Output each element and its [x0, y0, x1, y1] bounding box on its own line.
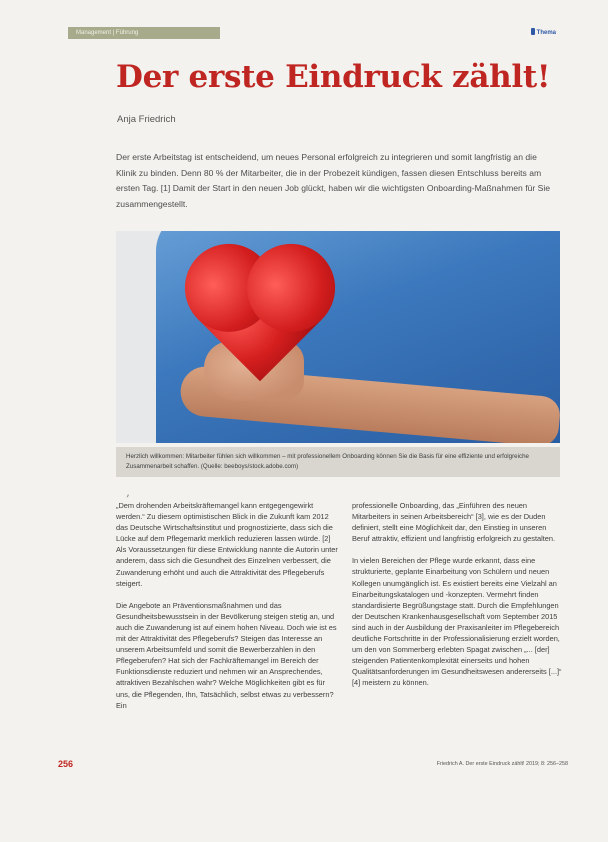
- page-footer: [58, 759, 568, 771]
- body-paragraph: In vielen Bereichen der Pflege wurde erkannt, dass eine strukturierte, geplante Einarbeitung von Schülern und neuen Kollegen unumgänglich ist. Es existiert bereits eine Vielzahl an Einarbeitungskatalogen und -konzepten. Vermehrt finden standardisierte Begrüßungstage statt. Durch die Empfehlungen der Deutschen Krankenhausgesellschaft vom September 2015 sind auch in der Ausbildung der Praxisanleiter im Pflegebereich deutliche Fortschritte in der Professionalisierung erzielt worden, um den von Sommerberg erlebten Spagat zwischen „... [der] steigenden Patientenkomplexität einerseits und hohen Qualitätsanforderungen im Gesundheitswesen andererseits [...]“ [4] meistern zu können.: [352, 556, 562, 688]
- body-paragraph: „Dem drohenden Arbeitskräftemangel kann entgegengewirkt werden.“ Zu diesem optimistischen Blick in die Zukunft kam 2012 das Deutsche Wirtschaftsinstitut und prognostizierte, dass sich die Lücke auf dem Pflegemarkt merklich reduzieren lassen würde. [2] Als Voraussetzungen für diese Entwicklung nannte die Autorin unter anderem, dass sich die Gesundheit des Einzelnen verbessert, die Zuwanderung erhöht und auch die Attraktivität des Pflegeberufs steigert.: [116, 501, 338, 588]
- header-bar: [68, 27, 556, 39]
- article-title: Der erste Eindruck zählt!: [116, 59, 551, 95]
- article-lead: Der erste Arbeitstag ist entscheidend, um neues Personal erfolgreich zu integrieren und somit langfristig an die Klinik zu binden. Denn 80 % der Mitarbeiter, die in der Probezeit kündigen, fassen diesen Entschluss bereits am ersten Tag. [1] Damit der Start in den neuen Job glückt, haben wir die wichtigsten Onboarding-Maßnahmen für Sie zusammengestellt.: [116, 152, 551, 209]
- topic-marker-icon: [531, 28, 535, 35]
- article-author: Anja Friedrich: [117, 114, 176, 125]
- body-paragraph: Die Angebote an Präventionsmaßnahmen und das Gesundheitsbewusstsein in der Bevölkerung steigen stetig an, und auch die Zuwanderung ist auf einem hohen Niveau. Doch wie ist es mit der Attraktivität des Pflegeberufs? Steigen das Interesse an unserem Arbeitsumfeld und somit die Bewerberzahlen in den Pflegeberufen? Hat sich der Fachkräftemangel im Bereich der Funktionsdienste reduziert und nehmen wir an Ansprechendes, attraktiven Bezahlschen wahr? Welche Möglichkeiten gibt es für uns, die Pflegenden, Ihn, Tatsächlich, selbst etwas zu verbessern? Ein: [116, 600, 337, 710]
- body-column-right: [352, 500, 564, 700]
- hero-image: [116, 231, 560, 443]
- page-number: 256: [58, 759, 74, 769]
- running-head: Friedrich A. Der erste Eindruck zählt! 2019; 8: 256–258: [436, 761, 568, 767]
- topic-tag: [531, 27, 556, 39]
- quote-mark-icon: ‚: [126, 485, 130, 499]
- section-tag: Management | Führung: [68, 27, 220, 39]
- body-paragraph: professionelle Onboarding, das „Einführen des neuen Mitarbeiters in seinen Arbeitsbereich“ [3], wie es der Duden definiert, stellt eine Möglichkeit dar, den Einstieg in unseren Beruf attraktiv, effizient und langfristig erfolgreich zu gestalten.: [352, 501, 556, 544]
- body-column-left: [116, 500, 338, 722]
- image-caption: Herzlich willkommen: Mitarbeiter fühlen sich willkommen – mit professionellem Onboarding können Sie die Basis für eine effiziente und erfolgreiche Zusammenarbeit schaffen. (Quelle: beeboys/stock.adobe.com): [116, 447, 560, 477]
- topic-tag-label: Thema: [536, 30, 556, 36]
